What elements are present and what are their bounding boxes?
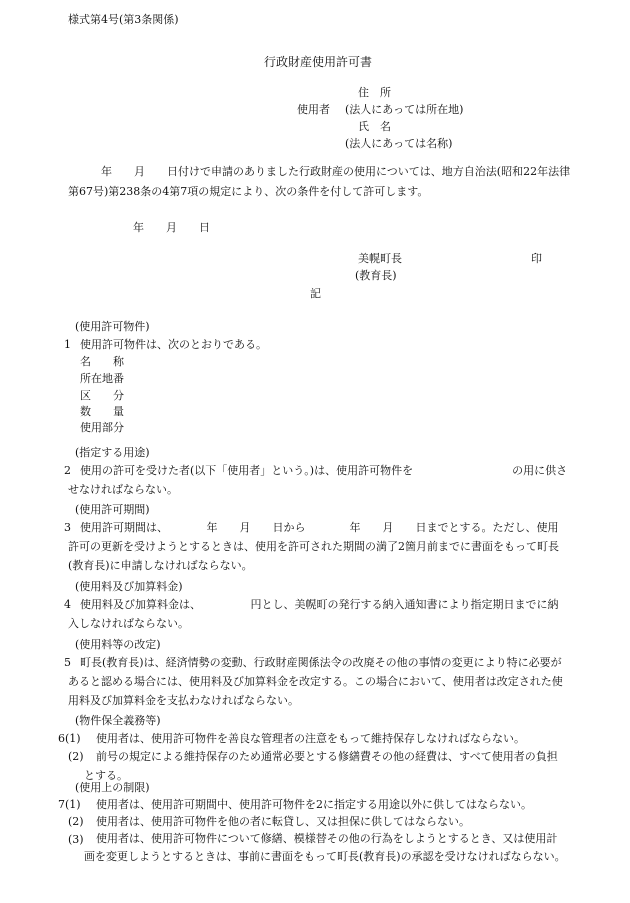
item1-text: 使用許可物件は、次のとおりである。 [80,338,267,351]
ki-heading: 記 [310,287,321,300]
item7-1-text: 使用者は、使用許可期間中、使用許可物件を2に指定する用途以外に供してはならない。 [96,798,532,811]
item5-text: 町長(教育長)は、経済情勢の変動、行政財産関係法令の改廃その他の事情の変更により特に必要があると認める場合には、使用料及び加算料金を改定する。この場合において、使用者は改定された使用料及び加算料金を支払わなければならない。 [68,656,563,707]
property-field-usage-part: 使用部分 [80,421,124,434]
item3-number: 3 [64,521,71,534]
item7-2-text: 使用者は、使用許可物件を他の者に転貸し、又は担保に供してはならない。 [96,815,470,828]
address-label: 住 所 [358,86,391,99]
form-number-label: 様式第4号(第3条関係) [68,13,179,26]
item6-2-text: 前号の規定による維持保存のため通常必要とする修繕費その他の経費は、すべて使用者の負担とする。 [84,750,558,782]
item7-3-text: 使用者は、使用許可物件について修繕、模様替その他の行為をしようとするとき、又は使用計画を変更しようとするときは、事前に書面をもって町長(教育長)の承認を受けなければならない。 [84,832,566,863]
item7-2-number: (2) [68,815,84,828]
item7-1-number: 7(1) [58,798,81,811]
property-field-category: 区 分 [80,389,124,402]
seal-mark: 印 [531,252,542,265]
user-label: 使用者 [297,103,330,116]
document-title: 行政財産使用許可書 [264,55,373,69]
corp-address-note: (法人にあっては所在地) [345,103,464,116]
item2-number: 2 [64,464,71,477]
item6-2-number: (2) [68,750,84,763]
item4-number: 4 [64,598,71,611]
period-heading: (使用許可期間) [75,503,150,516]
fee-heading: (使用料及び加算料金) [75,580,183,593]
item5-number: 5 [64,656,71,669]
intro-paragraph: 年 月 日付けで申請のありました行政財産の使用については、地方自治法(昭和22年法律第67号)第238条の4第7項の規定により、次の条件を付して許可します。 [68,165,571,198]
item3-text: 使用許可期間は、 年 月 日から 年 月 日までとする。ただし、使用許可の更新を受けようとするときは、使用を許可された期間の満了2箇月前までに書面をもって町長(教育長)に申請しなければならない。 [68,521,559,572]
purpose-heading: (指定する用途) [75,446,150,459]
property-field-quantity: 数 量 [80,405,124,418]
issue-date-line: 年 月 日 [133,221,210,234]
corp-name-note: (法人にあっては名称) [345,137,453,150]
issuer-mayor: 美幌町長 [358,252,402,265]
item6-1-text: 使用者は、使用許可物件を善良な管理者の注意をもって維持保存しなければならない。 [96,732,525,745]
item7-3-number: (3) [68,833,84,846]
property-field-location: 所在地番 [80,372,124,385]
preservation-heading: (物件保全義務等) [75,714,161,727]
property-heading: (使用許可物件) [75,320,150,333]
issuer-board: (教育長) [355,269,397,282]
item2-text: 使用の許可を受けた者(以下「使用者」という。)は、使用許可物件を の用に供させなければならない。 [68,464,568,496]
revision-heading: (使用料等の改定) [75,638,161,651]
item1-number: 1 [64,338,71,351]
item6-1-number: 6(1) [58,732,81,745]
name-label: 氏 名 [358,120,391,133]
item4-text: 使用料及び加算料金は、 円とし、美幌町の発行する納入通知書により指定期日までに納入しなければならない。 [68,598,559,630]
restriction-heading: (使用上の制限) [75,781,150,794]
property-field-name: 名 称 [80,355,124,368]
